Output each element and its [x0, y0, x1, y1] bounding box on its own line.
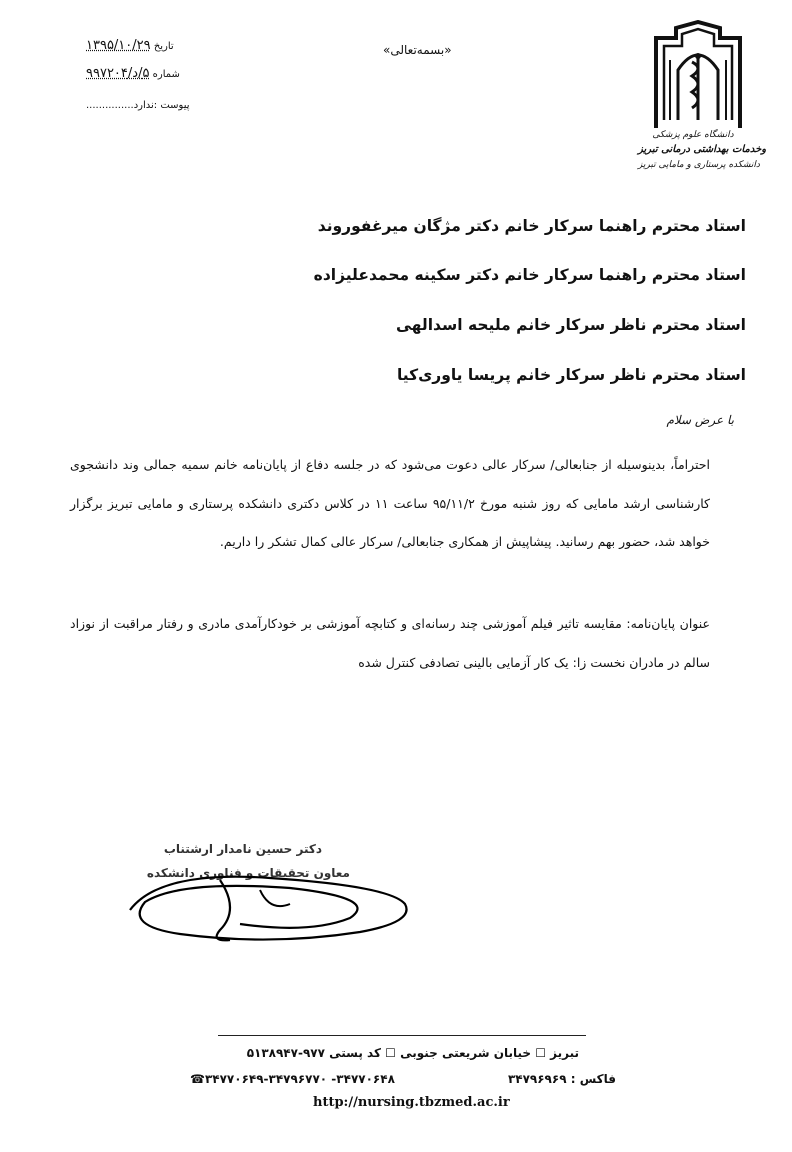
salutation: با عرض سلام: [666, 413, 734, 427]
phone-numbers: ۳۴۷۷۰۶۴۸- ۳۴۷۷۰۶۴۹-۳۴۷۹۶۷۷۰: [204, 1072, 395, 1086]
thesis-title: عنوان پایان‌نامه: مقایسه تاثیر فیلم آموزشی چند رسانه‌ای و کتابچه آموزشی بر خودکارآمدی مادری و رفتار مراقبت از نوزاد سالم در مادران نخست زا: یک کار آزمایی بالینی تصادفی کنترل شده: [70, 616, 710, 670]
addressee-4: استاد محترم ناظر سرکار خانم پریسا یاوری‌کیا: [396, 366, 746, 384]
addressee-2: استاد محترم راهنما سرکار خانم دکتر سکینه محمدعلیزاده: [313, 266, 746, 284]
footer-fax: [508, 1072, 616, 1086]
invitation-paragraph: احتراماً، بدینوسیله از جنابعالی/ سرکار عالی دعوت می‌شود که در جلسه دفاع از پایان‌نامه خانم سمیه جمالی وند دانشجوی کارشناسی ارشد مامایی که روز شنبه مورخ ۹۵/۱۱/۲ ساعت ۱۱ در کلاس دکتری دانشکده پرستاری و مامایی تبریز برگزار خواهد شد، حضور بهم رسانید. پیشاپیش از همکاری جنابعالی/ سرکار عالی کمال تشکر را داریم.: [70, 457, 710, 549]
besmeh-heading: «بسمه‌تعالی»: [383, 43, 452, 57]
signer-name: دکتر حسین نامدار ارشتناب: [163, 842, 322, 856]
attachment-dots: ...............: [86, 100, 134, 111]
telephone-icon: ☎: [190, 1072, 205, 1086]
footer-divider: [218, 1035, 586, 1036]
date-label: تاریخ: [153, 41, 174, 52]
letter-body: [70, 446, 710, 562]
attachment-row: [86, 100, 190, 111]
fax-number: ۳۴۷۹۶۹۶۹: [507, 1072, 567, 1086]
number-label: شماره: [152, 69, 180, 80]
university-name-line1: دانشگاه علوم پزشکی: [652, 130, 734, 140]
signature-scribble: [120, 860, 420, 950]
date-value: ۱۳۹۵/۱۰/۲۹: [86, 38, 151, 53]
date-row: [86, 38, 174, 53]
footer-address: تبریز ☐ خیابان شریعتی جنوبی ☐ کد پستی ۹۷۷-۵۱۳۸۹۴۷: [246, 1046, 579, 1060]
university-name-line2: وخدمات بهداشتی درمانی تبریز: [638, 144, 767, 155]
fax-label: فاکس :: [570, 1072, 616, 1086]
addressee-1: استاد محترم راهنما سرکار خانم دکتر مژگان میرغفوروند: [317, 217, 746, 235]
attachment-value: :ندارد: [133, 100, 158, 111]
footer-phone: [190, 1072, 395, 1086]
addressee-3: استاد محترم ناظر سرکار خانم ملیحه اسدالهی: [396, 316, 746, 334]
faculty-name: دانشکده پرستاری و مامایی تبریز: [638, 160, 760, 170]
number-row: [86, 66, 180, 81]
attachment-label: پیوست: [160, 100, 190, 111]
website-url: http://nursing.tbzmed.ac.ir: [313, 1095, 510, 1110]
logo-emblem-icon: [648, 20, 748, 130]
number-value: ۵/د/۹۹۷۲۰۴: [86, 66, 150, 81]
signer-title: معاون تحقیقات و فناوری دانشکده: [146, 866, 350, 880]
university-logo: [638, 20, 767, 180]
